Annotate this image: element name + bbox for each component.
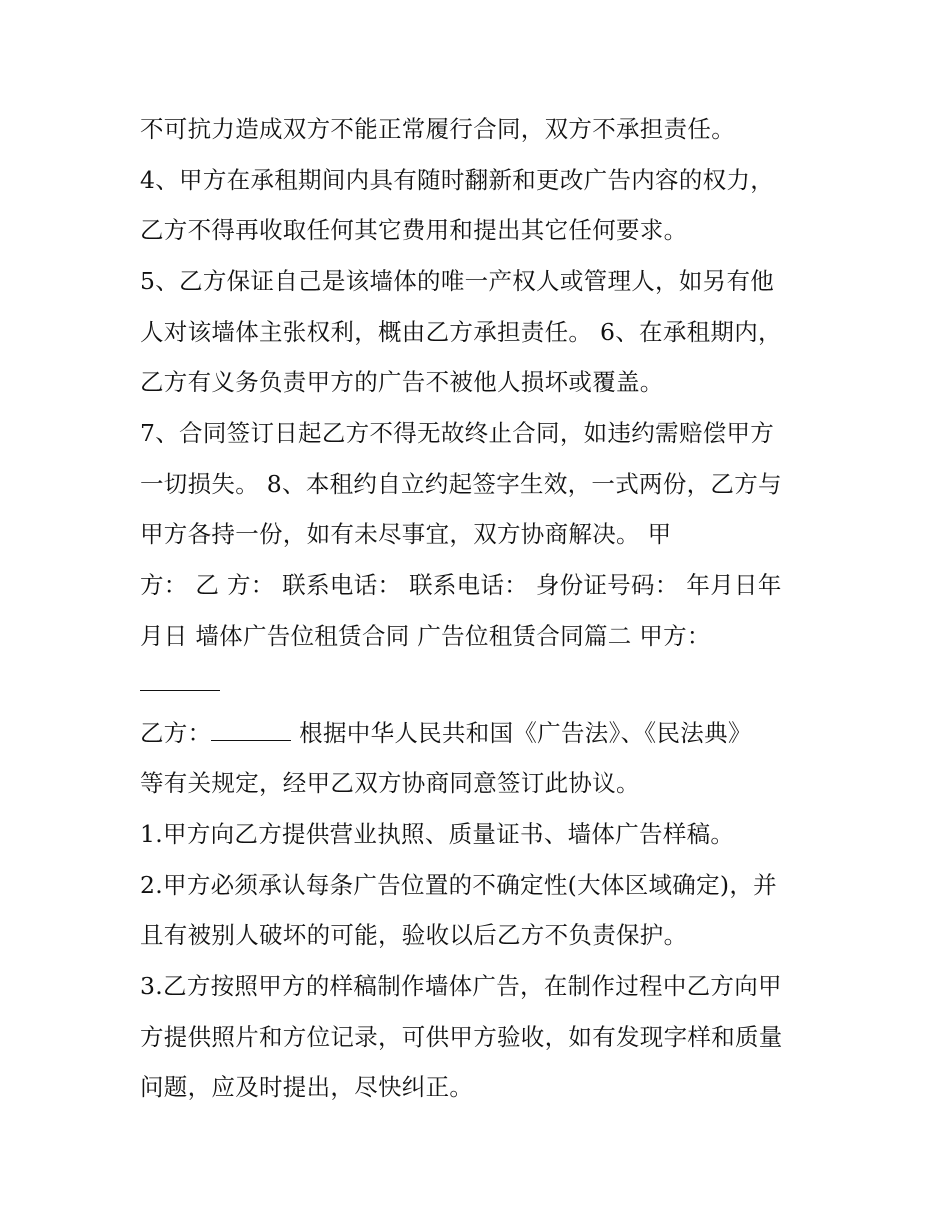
text-line: 2.甲方必须承认每条广告位置的不确定性(大体区域确定)，并	[140, 871, 777, 899]
text-line: 问题，应及时提出，尽快纠正。	[140, 1073, 474, 1101]
text-line: 5、乙方保证自己是该墙体的唯一产权人或管理人，如另有他	[140, 267, 775, 295]
text-line: 乙方不得再收取任何其它费用和提出其它任何要求。	[140, 216, 688, 244]
text-line: 一切损失。 8、本租约自立约起签字生效，一式两份，乙方与	[140, 470, 782, 498]
blank-field	[211, 718, 291, 741]
text-line: 1.甲方向乙方提供营业执照、质量证书、墙体广告样稿。	[140, 820, 735, 848]
text-line: 不可抗力造成双方不能正常履行合同，双方不承担责任。	[140, 115, 735, 143]
party-b-label: 乙方：	[140, 719, 212, 747]
signature-blank-line	[140, 666, 830, 700]
text-line: 人对该墙体主张权利，概由乙方承担责任。 6、在承租期内，	[140, 318, 782, 346]
text-line: 且有被别人破坏的可能，验收以后乙方不负责保护。	[140, 921, 688, 949]
text-line: 方： 乙 方： 联系电话： 联系电话： 身份证号码： 年月日年	[140, 571, 782, 599]
law-reference: 根据中华人民共和国《广告法》、《民法典》	[291, 719, 752, 747]
text-line: 月日 墙体广告位租赁合同 广告位租赁合同篇二 甲方：	[140, 622, 711, 650]
text-line: 等有关规定，经甲乙双方协商同意签订此协议。	[140, 769, 640, 797]
text-line: 甲方各持一份，如有未尽事宜，双方协商解决。 甲	[140, 520, 672, 548]
text-line: 3.乙方按照甲方的样稿制作墙体广告，在制作过程中乙方向甲	[140, 972, 782, 1000]
blank-field	[140, 668, 220, 691]
text-line: 4、甲方在承租期间内具有随时翻新和更改广告内容的权力，	[140, 166, 775, 194]
text-line: 方提供照片和方位记录，可供甲方验收，如有发现字样和质量	[140, 1023, 783, 1051]
text-line: 7、合同签订日起乙方不得无故终止合同，如违约需赔偿甲方	[140, 419, 775, 447]
text-line: 乙方有义务负责甲方的广告不被他人损坏或覆盖。	[140, 368, 664, 396]
text-line	[140, 716, 830, 750]
